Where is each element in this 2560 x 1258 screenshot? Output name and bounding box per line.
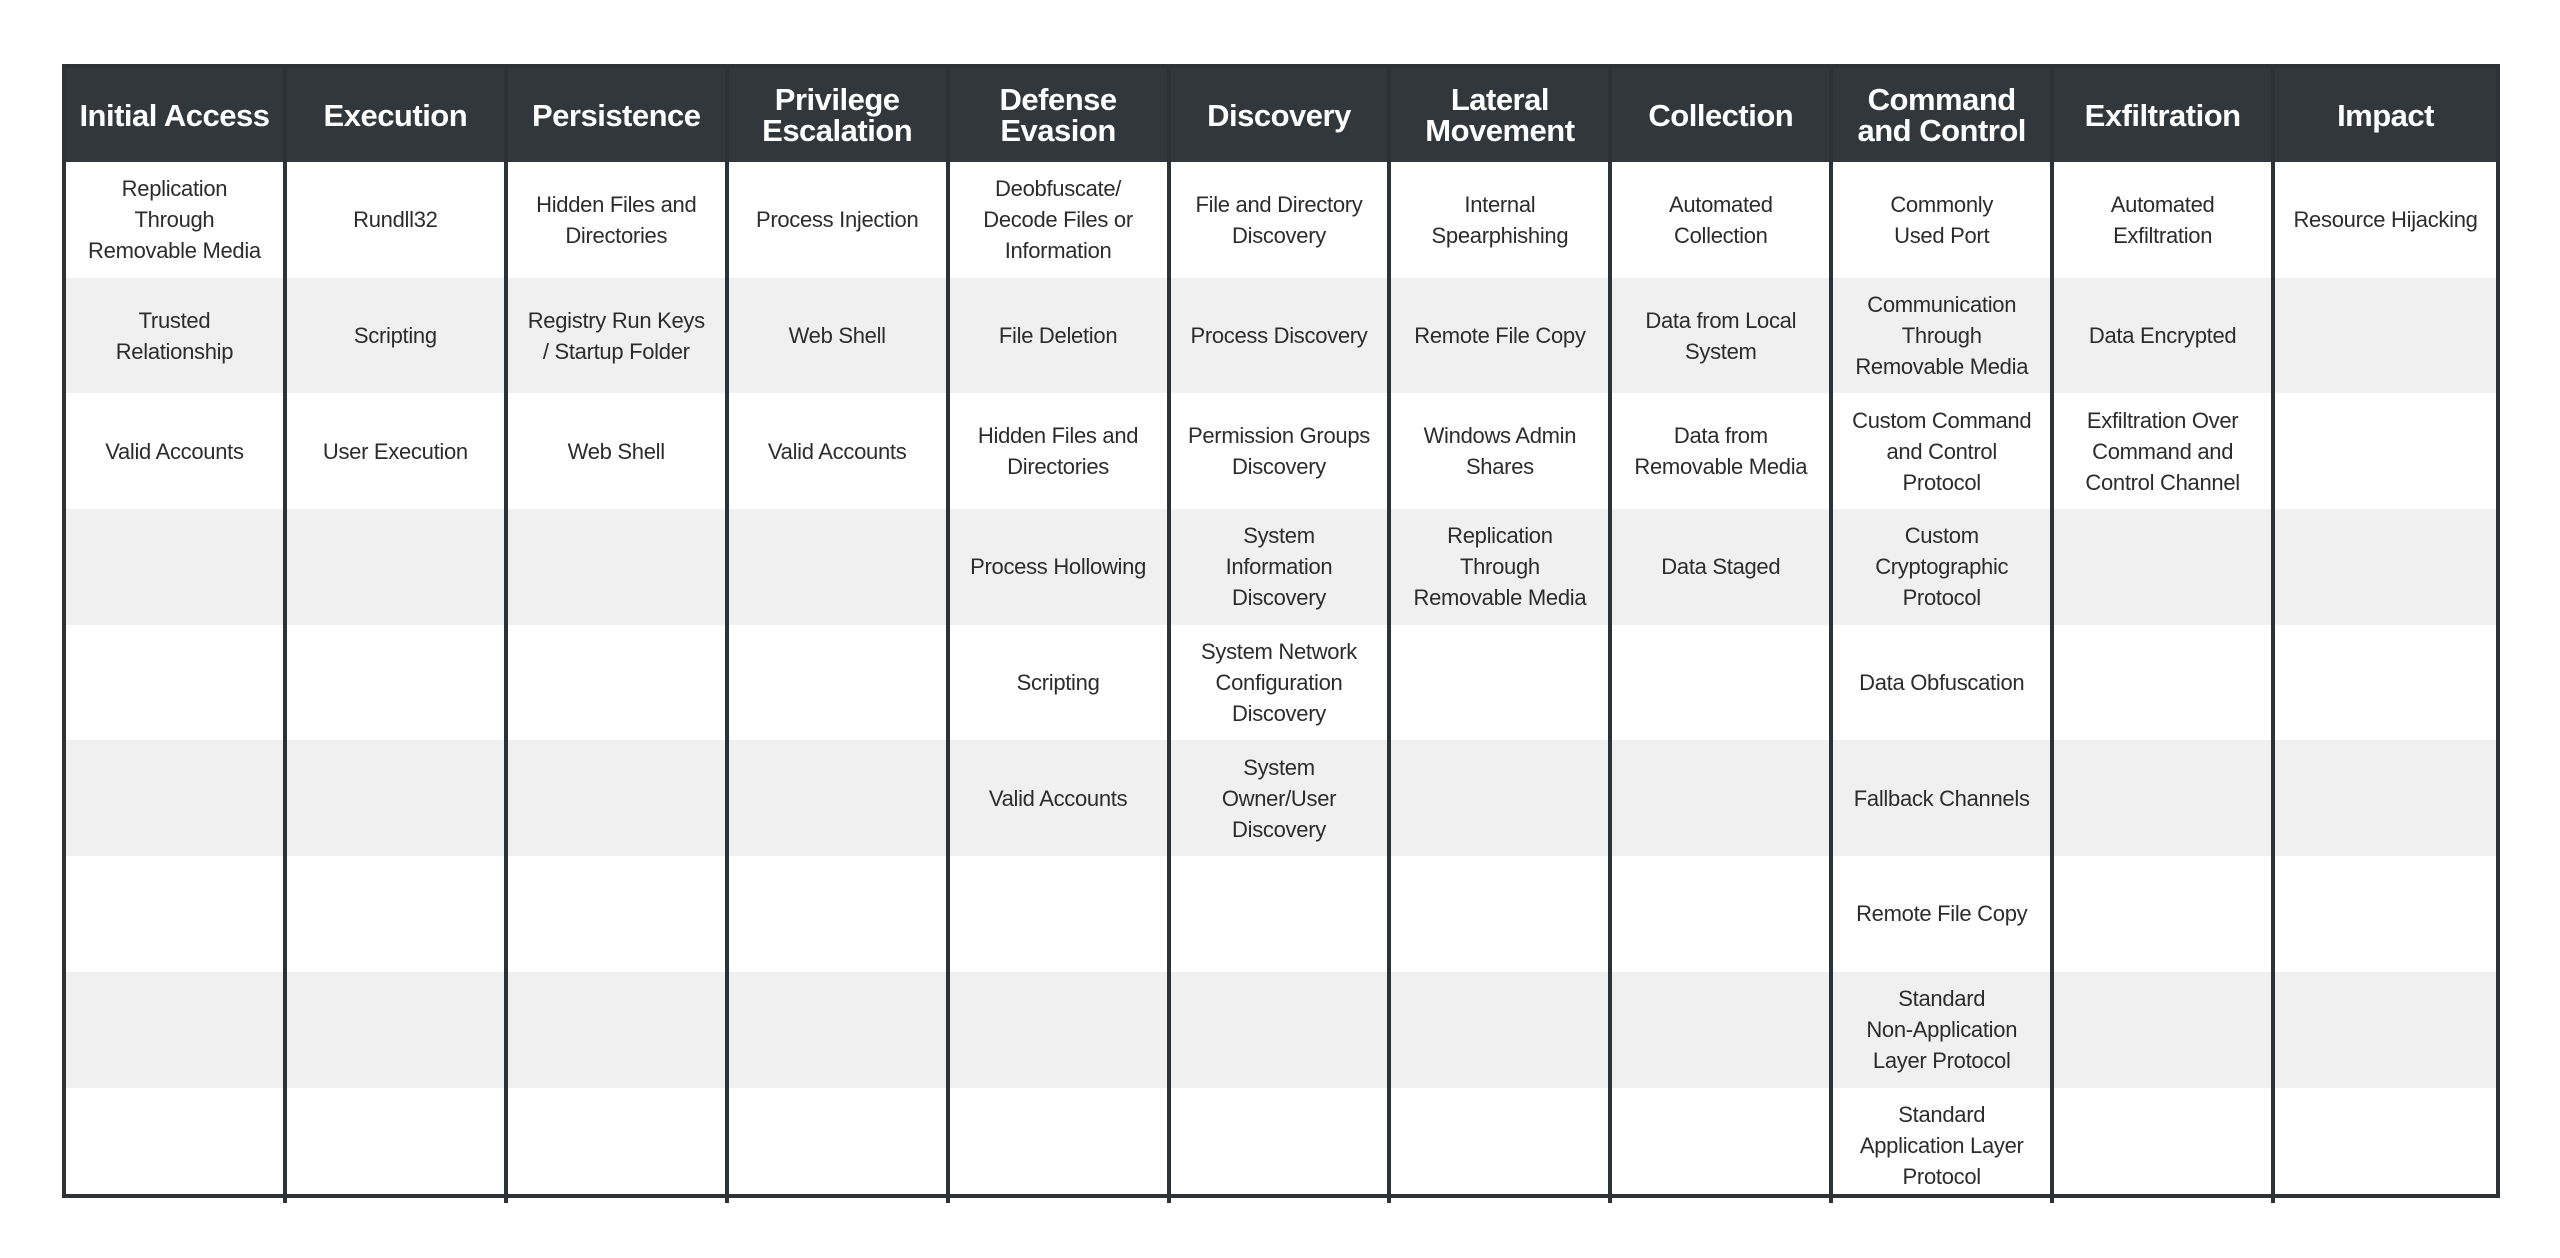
- technique-cell[interactable]: Remote File Copy: [1391, 278, 1608, 394]
- column-execution: [287, 68, 508, 1203]
- empty-cell: [2275, 278, 2496, 394]
- column-command-and-control: [1833, 68, 2054, 1203]
- empty-cell: [729, 740, 946, 856]
- column-header: Privilege Escalation: [729, 68, 946, 162]
- technique-cell[interactable]: Automated Collection: [1668, 191, 1773, 248]
- column-lateral-movement: [1391, 68, 1612, 1203]
- technique-cell[interactable]: Process Injection: [755, 207, 919, 233]
- column-header: Lateral Movement: [1391, 68, 1608, 162]
- technique-cell[interactable]: Process Discovery: [1171, 278, 1388, 394]
- empty-cell: [1391, 972, 1608, 1088]
- technique-cell[interactable]: Communication Through Removable Media: [1833, 278, 2050, 394]
- empty-cell: [2054, 1088, 2271, 1204]
- technique-cell[interactable]: System Owner/User Discovery: [1171, 740, 1388, 856]
- empty-cell: [1612, 1088, 1829, 1204]
- technique-cell[interactable]: System Information Discovery: [1171, 509, 1388, 625]
- technique-cell[interactable]: Valid Accounts: [950, 740, 1167, 856]
- empty-cell: [729, 509, 946, 625]
- empty-cell: [66, 856, 283, 972]
- empty-cell: [1391, 740, 1608, 856]
- empty-cell: [729, 972, 946, 1088]
- empty-cell: [66, 625, 283, 741]
- technique-cell[interactable]: Standard Application Layer Protocol: [1859, 1101, 2024, 1189]
- column-persistence: [508, 68, 729, 1203]
- column-header: Discovery: [1171, 68, 1388, 162]
- technique-cell[interactable]: Custom Command and Control Protocol: [1852, 407, 2032, 495]
- empty-cell: [1171, 856, 1388, 972]
- column-header: Command and Control: [1833, 68, 2050, 162]
- empty-cell: [2275, 856, 2496, 972]
- empty-cell: [729, 1088, 946, 1204]
- technique-cell[interactable]: Scripting: [287, 278, 504, 394]
- column-discovery: [1171, 68, 1392, 1203]
- technique-cell[interactable]: Permission Groups Discovery: [1188, 423, 1370, 480]
- empty-cell: [2275, 625, 2496, 741]
- technique-cell[interactable]: Valid Accounts: [767, 438, 907, 464]
- empty-cell: [729, 625, 946, 741]
- empty-cell: [2275, 1088, 2496, 1204]
- technique-cell[interactable]: File Deletion: [950, 278, 1167, 394]
- empty-cell: [287, 509, 504, 625]
- column-header: Initial Access: [66, 68, 283, 162]
- empty-cell: [2275, 393, 2496, 509]
- empty-cell: [1391, 856, 1608, 972]
- column-exfiltration: [2054, 68, 2275, 1203]
- empty-cell: [66, 1088, 283, 1204]
- column-impact: [2275, 68, 2496, 1203]
- empty-cell: [1612, 625, 1829, 741]
- column-collection: [1612, 68, 1833, 1203]
- technique-cell[interactable]: Resource Hijacking: [2293, 207, 2478, 233]
- column-header: Collection: [1612, 68, 1829, 162]
- technique-cell[interactable]: Web Shell: [567, 438, 665, 464]
- empty-cell: [508, 972, 725, 1088]
- column-header: Defense Evasion: [950, 68, 1167, 162]
- empty-cell: [287, 856, 504, 972]
- empty-cell: [287, 625, 504, 741]
- technique-cell[interactable]: Web Shell: [729, 278, 946, 394]
- technique-cell[interactable]: Process Hollowing: [950, 509, 1167, 625]
- empty-cell: [1391, 1088, 1608, 1204]
- column-header: Exfiltration: [2054, 68, 2271, 162]
- column-privilege-escalation: [729, 68, 950, 1203]
- technique-cell[interactable]: Data from Removable Media: [1634, 423, 1808, 480]
- technique-cell[interactable]: Data Staged: [1612, 509, 1829, 625]
- empty-cell: [2054, 972, 2271, 1088]
- technique-cell[interactable]: System Network Configuration Discovery: [1201, 639, 1357, 727]
- technique-cell[interactable]: Data Encrypted: [2054, 278, 2271, 394]
- empty-cell: [508, 856, 725, 972]
- technique-cell[interactable]: Data Obfuscation: [1859, 670, 2025, 696]
- empty-cell: [729, 856, 946, 972]
- empty-cell: [950, 856, 1167, 972]
- empty-cell: [1391, 625, 1608, 741]
- empty-cell: [1612, 972, 1829, 1088]
- technique-cell[interactable]: Valid Accounts: [105, 438, 244, 464]
- column-defense-evasion: [950, 68, 1171, 1203]
- technique-cell[interactable]: Replication Through Removable Media: [88, 176, 261, 264]
- technique-cell[interactable]: Internal Spearphishing: [1431, 191, 1569, 248]
- empty-cell: [508, 1088, 725, 1204]
- technique-cell[interactable]: Trusted Relationship: [66, 278, 283, 394]
- empty-cell: [1612, 856, 1829, 972]
- empty-cell: [2054, 740, 2271, 856]
- empty-cell: [2275, 509, 2496, 625]
- empty-cell: [1171, 972, 1388, 1088]
- technique-cell[interactable]: Deobfuscate/ Decode Files or Information: [983, 176, 1133, 264]
- technique-cell[interactable]: Scripting: [1016, 670, 1100, 696]
- empty-cell: [508, 625, 725, 741]
- empty-cell: [66, 509, 283, 625]
- empty-cell: [2054, 509, 2271, 625]
- technique-cell[interactable]: Hidden Files and Directories: [977, 423, 1139, 480]
- technique-cell[interactable]: Fallback Channels: [1833, 740, 2050, 856]
- empty-cell: [1612, 740, 1829, 856]
- technique-cell[interactable]: Standard Non-Application Layer Protocol: [1833, 972, 2050, 1088]
- technique-cell[interactable]: Exfiltration Over Command and Control Channel: [2085, 407, 2240, 495]
- empty-cell: [508, 509, 725, 625]
- empty-cell: [2275, 972, 2496, 1088]
- technique-cell[interactable]: Hidden Files and Directories: [536, 191, 697, 248]
- technique-cell[interactable]: Custom Cryptographic Protocol: [1833, 509, 2050, 625]
- technique-cell[interactable]: Commonly Used Port: [1890, 191, 1994, 248]
- technique-cell[interactable]: Remote File Copy: [1856, 901, 2028, 927]
- empty-cell: [2275, 740, 2496, 856]
- technique-cell[interactable]: User Execution: [322, 438, 468, 464]
- column-header: Impact: [2275, 68, 2496, 162]
- technique-cell[interactable]: Automated Exfiltration: [2110, 191, 2215, 248]
- empty-cell: [66, 972, 283, 1088]
- technique-cell[interactable]: Rundll32: [353, 207, 438, 233]
- technique-cell[interactable]: Data from Local System: [1612, 278, 1829, 394]
- technique-cell[interactable]: File and Directory Discovery: [1195, 191, 1363, 248]
- technique-cell[interactable]: Windows Admin Shares: [1423, 423, 1577, 480]
- attack-matrix: [62, 64, 2500, 1198]
- empty-cell: [287, 740, 504, 856]
- empty-cell: [1171, 1088, 1388, 1204]
- empty-cell: [508, 740, 725, 856]
- empty-cell: [2054, 856, 2271, 972]
- empty-cell: [287, 1088, 504, 1204]
- column-header: Persistence: [508, 68, 725, 162]
- empty-cell: [2054, 625, 2271, 741]
- technique-cell[interactable]: Registry Run Keys / Startup Folder: [508, 278, 725, 394]
- empty-cell: [287, 972, 504, 1088]
- empty-cell: [950, 972, 1167, 1088]
- empty-cell: [66, 740, 283, 856]
- column-initial-access: [66, 68, 287, 1203]
- empty-cell: [950, 1088, 1167, 1204]
- column-header: Execution: [287, 68, 504, 162]
- technique-cell[interactable]: Replication Through Removable Media: [1391, 509, 1608, 625]
